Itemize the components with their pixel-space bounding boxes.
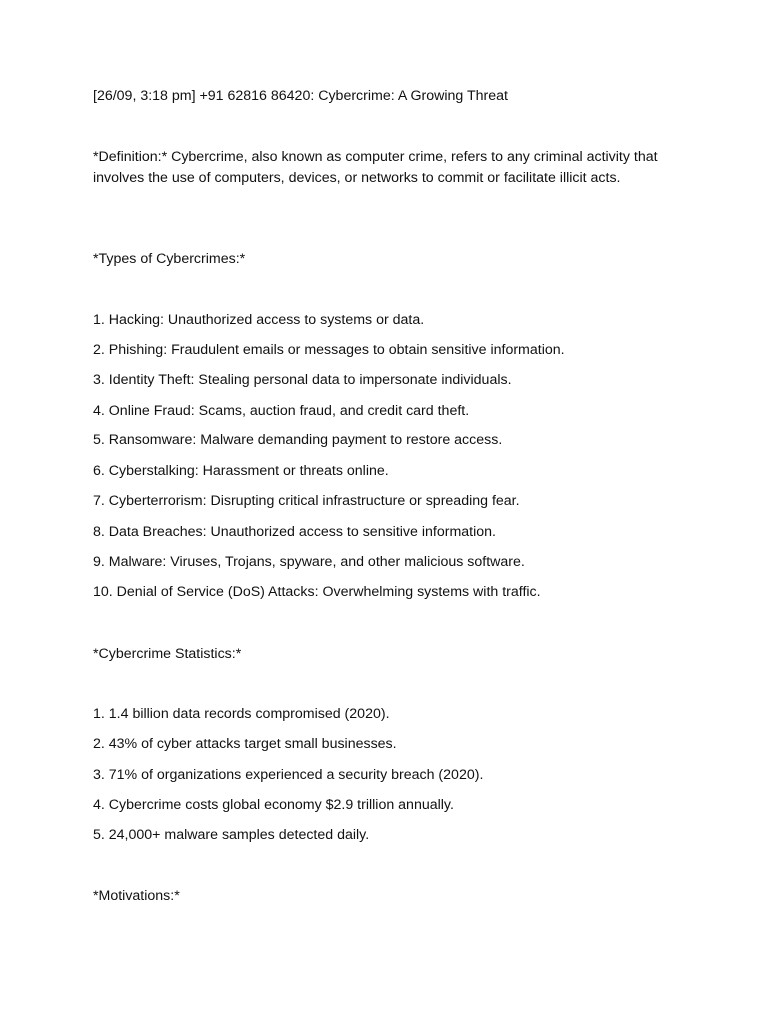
list-item: 4. Cybercrime costs global economy $2.9 trillion annually. — [93, 797, 454, 813]
definition-paragraph: *Definition:* Cybercrime, also known as computer crime, refers to any criminal activity that involves the use of computers, devices, or networks to commit or facilitate illicit acts. — [93, 149, 658, 186]
list-item: 4. Online Fraud: Scams, auction fraud, and credit card theft. — [93, 403, 470, 419]
types-heading: *Types of Cybercrimes:* — [93, 251, 246, 267]
list-item: 5. 24,000+ malware samples detected daily. — [93, 827, 370, 843]
list-item: 10. Denial of Service (DoS) Attacks: Overwhelming systems with traffic. — [93, 584, 541, 600]
list-item: 9. Malware: Viruses, Trojans, spyware, and other malicious software. — [93, 554, 525, 570]
list-item: 5. Ransomware: Malware demanding payment to restore access. — [93, 432, 503, 448]
list-item: 3. Identity Theft: Stealing personal data to impersonate individuals. — [93, 372, 512, 388]
list-item: 6. Cyberstalking: Harassment or threats online. — [93, 463, 389, 479]
list-item: 7. Cyberterrorism: Disrupting critical infrastructure or spreading fear. — [93, 493, 520, 509]
list-item: 2. 43% of cyber attacks target small businesses. — [93, 736, 397, 752]
statistics-heading: *Cybercrime Statistics:* — [93, 646, 242, 662]
list-item: 8. Data Breaches: Unauthorized access to sensitive information. — [93, 524, 496, 540]
list-item: 2. Phishing: Fraudulent emails or messages to obtain sensitive information. — [93, 342, 565, 358]
list-item: 1. Hacking: Unauthorized access to systems or data. — [93, 312, 425, 328]
message-header: [26/09, 3:18 pm] +91 62816 86420: Cybercrime: A Growing Threat — [93, 88, 508, 104]
list-item: 3. 71% of organizations experienced a security breach (2020). — [93, 767, 484, 783]
list-item: 1. 1.4 billion data records compromised (2020). — [93, 706, 390, 722]
motivations-heading: *Motivations:* — [93, 888, 180, 904]
